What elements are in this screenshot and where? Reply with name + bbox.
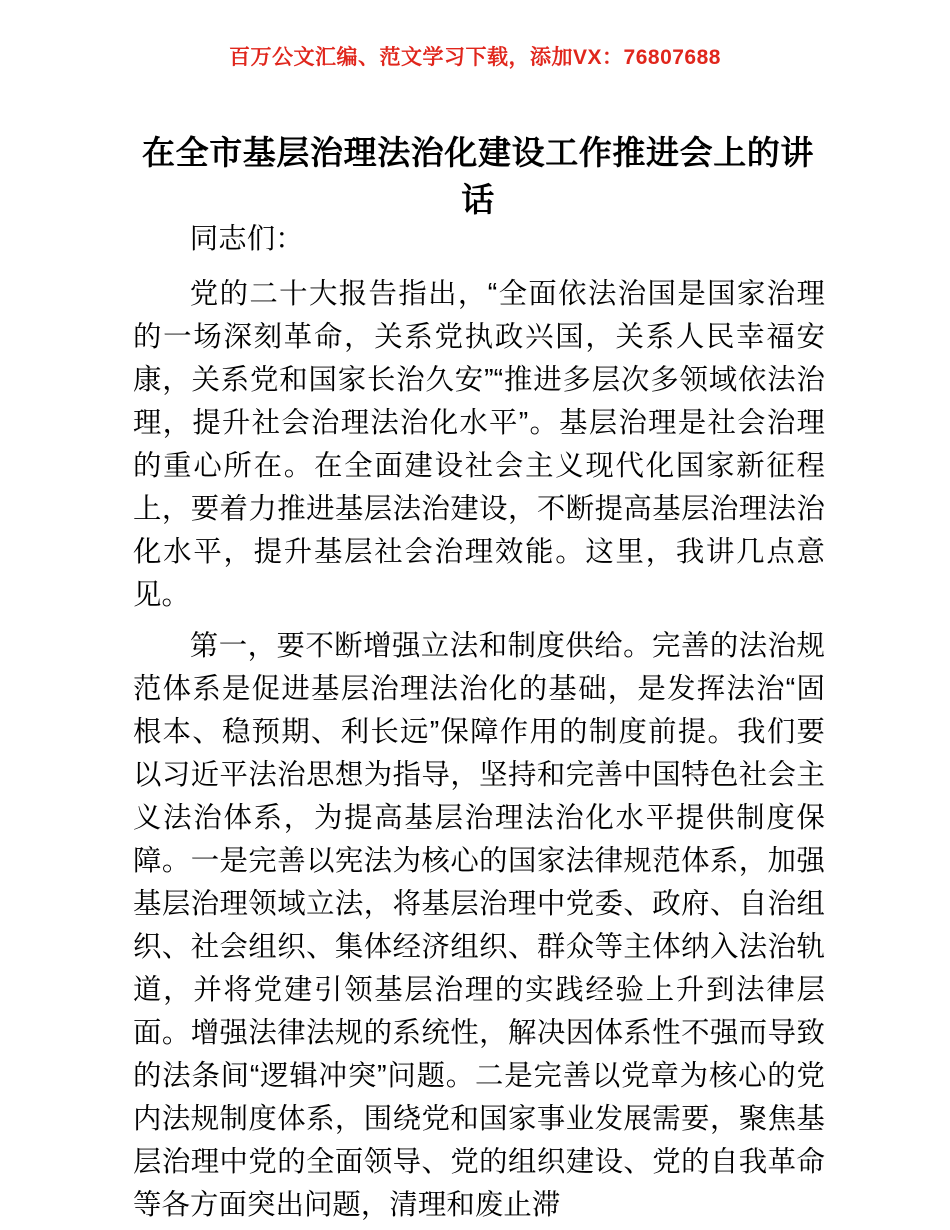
promo-header-banner: 百万公文汇编、范文学习下载，添加VX：76807688 — [229, 46, 721, 69]
paragraph-1: 党的二十大报告指出，“全面依法治国是国家治理的一场深刻革命，关系党执政兴国，关系人民幸福安康，关系党和国家长治久安”“推进多层次多领域依法治理，提升社会治理法治化水平”。基层治理是社会治理的重心所在。在全面建设社会主义现代化国家新征程上，要着力推进基层法治建设，不断提高基层治理法治化水平，提升基层社会治理效能。这里，我讲几点意见。 — [133, 278, 825, 611]
paragraph-salutation: 同志们： — [189, 223, 304, 255]
document-title: 在全市基层治理法治化建设工作推进会上的讲话 — [142, 134, 814, 218]
paragraph-2: 第一，要不断增强立法和制度供给。完善的法治规范体系是促进基层治理法治化的基础，是发挥法治“固根本、稳预期、利长远”保障作用的制度前提。我们要以习近平法治思想为指导，坚持和完善中国特色社会主义法治体系，为提高基层治理法治化水平提供制度保障。一是完善以宪法为核心的国家法律规范体系，加强基层治理领域立法，将基层治理中党委、政府、自治组织、社会组织、集体经济组织、群众等主体纳入法治轨道，并将党建引领基层治理的实践经验上升到法律层面。增强法律法规的系统性，解决因体系性不强而导致的法条间“逻辑冲突”问题。二是完善以党章为核心的党内法规制度体系，围绕党和国家事业发展需要，聚焦基层治理中党的全面领导、党的组织建设、党的自我革命等各方面突出问题，清理和废止滞 — [133, 630, 825, 1221]
document-body — [133, 218, 825, 1227]
